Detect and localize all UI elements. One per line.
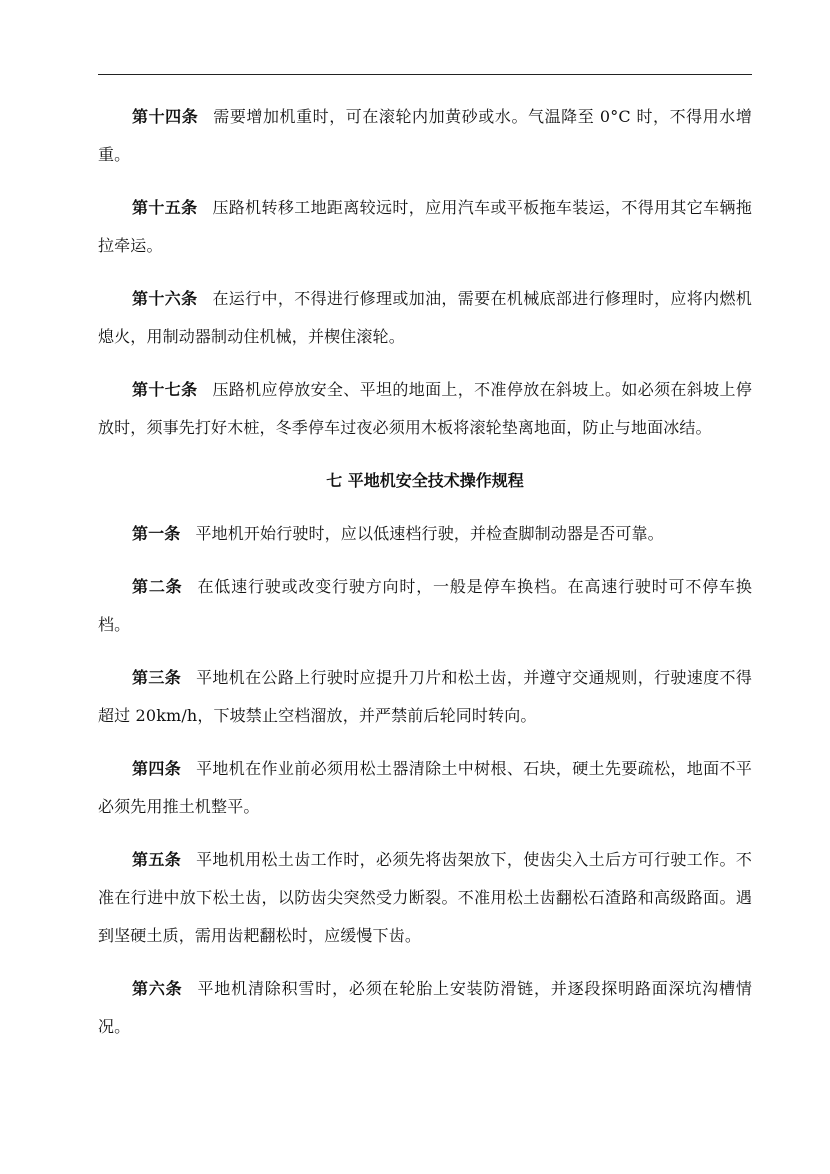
article-text: 在低速行驶或改变行驶方向时，一般是停车换档。在高速行驶时可不停车换档。 <box>98 577 753 634</box>
article-number: 第一条 <box>132 524 181 543</box>
article-number: 第十七条 <box>132 380 198 399</box>
article-number: 第五条 <box>132 850 182 869</box>
article-text: 平地机在作业前必须用松土器清除土中树根、石块，硬土先要疏松，地面不平必须先用推土机整平。 <box>98 759 752 816</box>
article-number: 第十五条 <box>132 198 198 217</box>
article-paragraph <box>98 659 752 735</box>
article-number: 第四条 <box>132 759 182 778</box>
article-text: 压路机应停放安全、平坦的地面上，不准停放在斜坡上。如必须在斜坡上停放时，须事先打好木桩，冬季停车过夜必须用木板将滚轮垫离地面，防止与地面冰结。 <box>98 380 752 437</box>
article-number: 第十四条 <box>132 107 199 126</box>
article-text: 需要增加机重时，可在滚轮内加黄砂或水。气温降至 0°C 时，不得用水增重。 <box>98 107 752 164</box>
article-paragraph <box>98 568 752 644</box>
article-paragraph <box>98 189 752 265</box>
article-number: 第六条 <box>132 979 183 998</box>
document-body <box>98 98 752 1061</box>
article-paragraph <box>98 515 752 553</box>
article-number: 第十六条 <box>132 289 198 308</box>
header-rule <box>98 74 752 75</box>
article-paragraph <box>98 750 752 826</box>
article-text: 平地机用松土齿工作时，必须先将齿架放下，使齿尖入土后方可行驶工作。不准在行进中放下松土齿，以防齿尖突然受力断裂。不准用松土齿翻松石渣路和高级路面。遇到坚硬土质，需用齿耙翻松时，应缓慢下齿。 <box>98 850 752 945</box>
article-text: 在运行中，不得进行修理或加油，需要在机械底部进行修理时，应将内燃机熄火，用制动器制动住机械，并楔住滚轮。 <box>98 289 752 346</box>
article-number: 第二条 <box>132 577 183 596</box>
article-paragraph <box>98 371 752 447</box>
article-number: 第三条 <box>132 668 182 687</box>
article-paragraph <box>98 98 752 174</box>
article-text: 平地机在公路上行驶时应提升刀片和松土齿，并遵守交通规则，行驶速度不得超过 20km/h，下坡禁止空档溜放，并严禁前后轮同时转向。 <box>98 668 752 725</box>
article-paragraph <box>98 841 752 955</box>
article-paragraph <box>98 970 752 1046</box>
section-title: 七 平地机安全技术操作规程 <box>326 471 524 490</box>
article-paragraph <box>98 280 752 356</box>
article-text: 平地机开始行驶时，应以低速档行驶，并检查脚制动器是否可靠。 <box>195 524 664 543</box>
article-text: 压路机转移工地距离较远时，应用汽车或平板拖车装运，不得用其它车辆拖拉牵运。 <box>98 198 752 255</box>
article-text: 平地机清除积雪时，必须在轮胎上安装防滑链，并逐段探明路面深坑沟槽情况。 <box>98 979 753 1036</box>
